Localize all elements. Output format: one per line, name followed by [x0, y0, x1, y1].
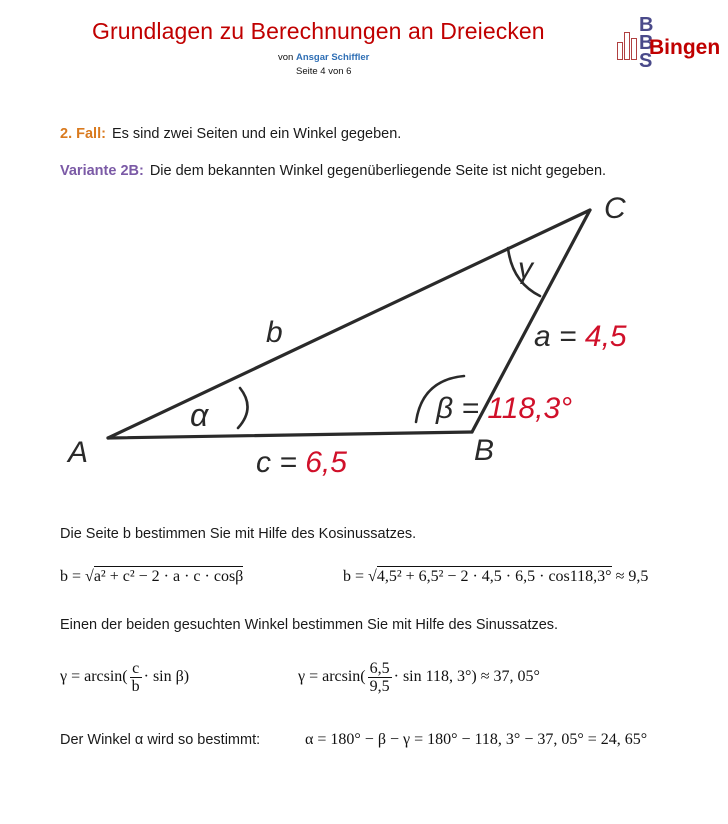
- angle-alpha-arc: [238, 388, 248, 428]
- angle-beta-label: β = 118,3°: [436, 392, 573, 425]
- step2-fraction-denominator: b: [131, 678, 140, 695]
- variant-text: Die dem bekannten Winkel gegenüberliegende Seite ist nicht gegeben.: [149, 163, 607, 179]
- vertex-b-label: B: [474, 434, 495, 467]
- logo-letter-3: S: [639, 50, 653, 72]
- step2-calc-lhs: γ = arcsin(: [298, 668, 366, 686]
- step1-calculation: [343, 568, 648, 586]
- bbs-bingen-logo: [617, 14, 721, 72]
- vertex-a-label: A: [68, 436, 89, 469]
- case-heading: [60, 126, 401, 142]
- byline: [278, 52, 369, 63]
- document-title: Grundlagen zu Berechnungen an Dreiecken: [92, 18, 545, 44]
- step2-fraction-numerator: c: [130, 660, 142, 678]
- side-c-label: c = 6,5: [256, 446, 347, 479]
- step2-calc-denominator: 9,5: [369, 678, 390, 695]
- angle-alpha-label: α: [190, 397, 209, 433]
- side-c-line: [108, 432, 472, 438]
- case-label: 2. Fall:: [60, 126, 106, 142]
- logo-text: Bingen: [649, 36, 721, 59]
- byline-prefix: von: [278, 52, 294, 63]
- logo-bars-icon: [617, 24, 639, 60]
- side-a-label: a = 4,5: [534, 320, 627, 353]
- step1-formula: [60, 568, 243, 586]
- step2-text: Einen der beiden gesuchten Winkel bestimmen Sie mit Hilfe des Sinussatzes.: [60, 617, 559, 633]
- variant-heading: [60, 163, 606, 179]
- step2-fraction: [130, 660, 142, 695]
- author-name: Ansgar Schiffler: [295, 52, 370, 63]
- step1-calc-root: 4,5² + 6,5² − 2 · 4,5 · 6,5 · cos118,3°: [376, 568, 612, 585]
- variant-label: Variante 2B:: [60, 163, 144, 179]
- side-b-label: b: [266, 316, 283, 349]
- step1-calc-lhs: b =: [343, 568, 365, 585]
- step2-formula: [60, 660, 189, 695]
- step2-calculation: [298, 660, 540, 695]
- triangle-figure: [60, 190, 680, 490]
- logo-letter-1: B: [639, 14, 654, 36]
- step1-text: Die Seite b bestimmen Sie mit Hilfe des Kosinussatzes.: [60, 526, 417, 542]
- step3-formula: α = 180° − β − γ = 180° − 118, 3° − 37, 05° = 24, 65°: [305, 731, 648, 748]
- step1-calc-result: ≈ 9,5: [615, 568, 649, 585]
- page-info: Seite 4 von 6: [296, 66, 352, 77]
- step2-calc-fraction: [368, 660, 392, 695]
- step2-calc-numerator: 6,5: [369, 660, 390, 677]
- step1-formula-root: a² + c² − 2 · a · c · cosβ: [93, 568, 244, 585]
- step1-formula-lhs: b =: [60, 568, 82, 585]
- step2-calc-rest: · sin 118, 3°) ≈ 37, 05°: [393, 668, 540, 686]
- sqrt-icon: √: [85, 568, 94, 585]
- case-text: Es sind zwei Seiten und ein Winkel gegeben.: [111, 126, 402, 142]
- angle-gamma-label: γ: [518, 252, 533, 285]
- step3-text: Der Winkel α wird so bestimmt:: [60, 732, 261, 748]
- sqrt-icon: √: [368, 568, 377, 585]
- step2-formula-lhs: γ = arcsin(: [60, 668, 128, 686]
- logo-letter-2: B: [639, 32, 654, 54]
- step2-formula-rest: · sin β): [143, 668, 190, 686]
- vertex-c-label: C: [604, 192, 626, 225]
